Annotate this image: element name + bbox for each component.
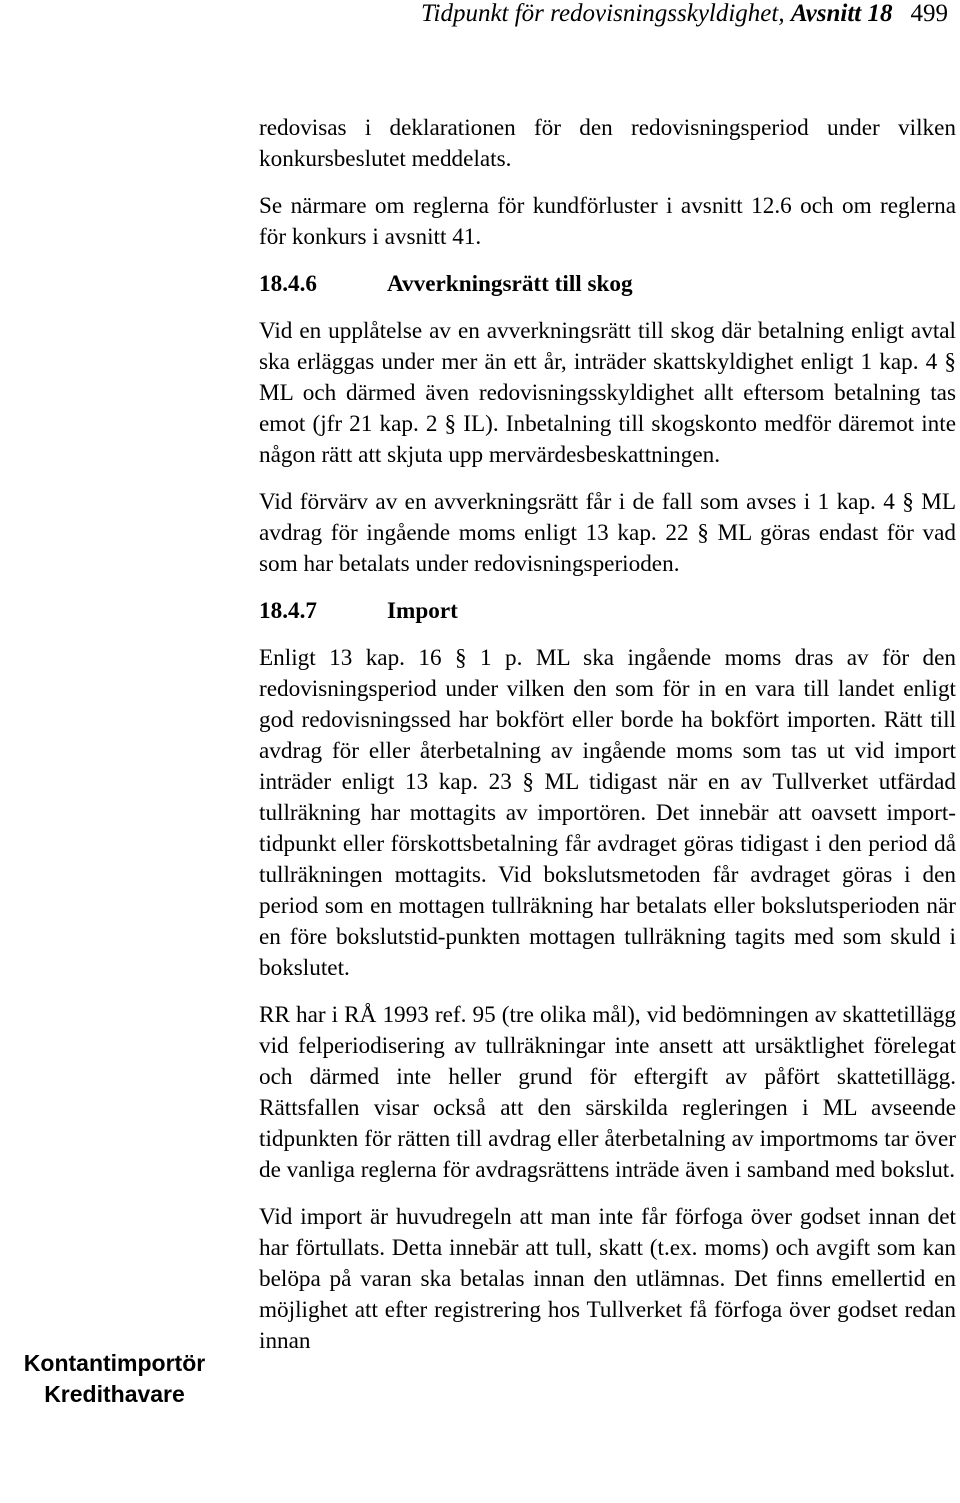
paragraph: Vid import är huvudregeln att man inte får förfoga över godset innan det har förtullats. Detta innebär att tull, skatt (t.ex. moms) och avgift som kan belöpa på varan ska betalas innan den utlämnas. Det finns emellertid en möjlighet att efter registrering hos Tullverket få förfoga över godset redan innan xyxy=(259,1204,956,1354)
section-heading xyxy=(259,269,956,300)
margin-note: Kredithavare xyxy=(44,1381,185,1407)
paragraph: RR har i RÅ 1993 ref. 95 (tre olika mål), vid bedömningen av skattetillägg vid felperiodisering av tullräkningar inte ansett att ursäktlighet förelegat och därmed inte heller grund för eftergift av påfört skattetillägg. Rättsfallen visar också att den särskilda regleringen i ML avseende tidpunkten för rätten till avdrag eller återbetalning av importmoms tar över de vanliga reglerna för avdragsrättens inträde även i samband med bokslut. xyxy=(259,1002,956,1183)
section-heading xyxy=(259,596,956,627)
main-text xyxy=(259,113,956,1357)
paragraph: Vid förvärv av en avverkningsrätt får i de fall som avses i 1 kap. 4 § ML avdrag för ingående moms enligt 13 kap. 22 § ML göras endast för vad som har betalats under redovisningsperioden. xyxy=(259,489,956,577)
paragraph: Enligt 13 kap. 16 § 1 p. ML ska ingående moms dras av för den redovisningsperiod under vilken den som för in en vara till landet enligt god redovisningssed har bokfört eller borde ha bokfört importen. Rätt till avdrag för eller återbetalning av ingående moms som tas ut vid import inträder enligt 13 kap. 23 § ML tidigast när en av Tullverket utfärdad tullräkning har mottagits av importören. Det innebär att oavsett import-tidpunkt eller förskottsbetalning får avdraget göras tidigast i den period då tullräkningen mottagits. Vid bokslutsmetoden får avdraget göras i den period som en mottagen tullräkning har betalats eller bokslutsperioden när en före bokslutstid-punkten mottagen tullräkning tagits med som skuld i bokslutet. xyxy=(259,645,956,981)
margin-note: Kontantimportör xyxy=(23,1350,206,1376)
header-section: Avsnitt 18 xyxy=(790,0,893,27)
running-head xyxy=(421,0,948,28)
header-title: Tidpunkt för redovisningsskyldighet, xyxy=(420,0,791,27)
paragraph: Vid en upplåtelse av en avverkningsrätt till skog där betalning enligt avtal ska erläggas under mer än ett år, inträder skattskyldighet enligt 1 kap. 4 § ML och därmed även redovisningsskyldighet allt eftersom betalning tas emot (jfr 21 kap. 2 § IL). Inbetalning till skogskonto medför däremot inte någon rätt att skjuta upp mervärdesbeskattningen. xyxy=(259,318,956,468)
paragraph: redovisas i deklarationen för den redovisningsperiod under vilken konkursbeslutet meddelats. xyxy=(259,115,956,172)
paragraph: Se närmare om reglerna för kundförluster i avsnitt 12.6 och om reglerna för konkurs i avsnitt 41. xyxy=(259,193,956,250)
section-title: Import xyxy=(387,598,458,624)
section-number: 18.4.6 xyxy=(259,271,317,297)
page-header xyxy=(0,0,960,38)
page-number: 499 xyxy=(910,0,948,27)
margin-notes xyxy=(2,1348,227,1410)
section-number: 18.4.7 xyxy=(259,598,317,624)
section-title: Avverkningsrätt till skog xyxy=(387,271,633,297)
